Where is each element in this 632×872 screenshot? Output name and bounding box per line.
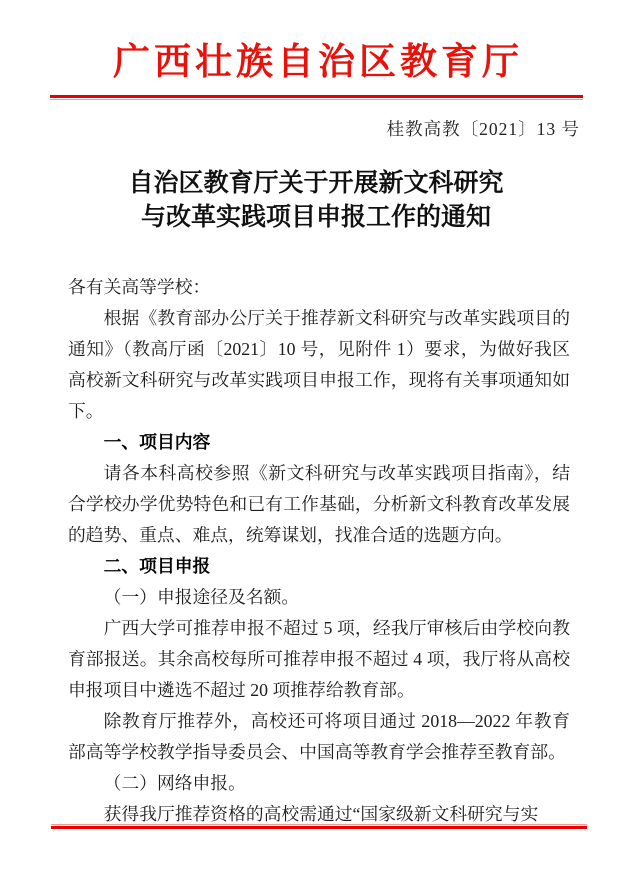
paragraph-basis: 根据《教育部办公厅关于推荐新文科研究与改革实践项目的通知》（教高厅函〔2021〕10 号，见附件 1）要求，为做好我区高校新文科研究与改革实践项目申报工作，现将有关事项通知如下。 (68, 308, 570, 421)
section-heading-1-project-content: 一、项目内容 (103, 432, 211, 452)
paragraph-quota-details: 广西大学可推荐申报不超过 5 项，经我厅审核后由学校向教育部报送。其余高校每所可推荐申报不超过 4 项，我厅将从高校申报项目中遴选不超过 20 项推荐给教育部。 (68, 618, 570, 700)
notice-title (0, 167, 632, 235)
footer-divider-thin-rule (51, 824, 587, 825)
document-number: 桂教高教〔2021〕13 号 (386, 119, 580, 139)
paragraph-subheading-online-application: （二）网络申报。 (103, 773, 246, 793)
section-heading-2-project-application: 二、项目申报 (103, 556, 211, 576)
paragraph-other-recommendation-channels: 除教育厅推荐外，高校还可将项目通过 2018—2022 年教育部高等学校教学指导委员会、中国高等教育学会推荐至教育部。 (68, 711, 570, 762)
agency-letterhead-title: 广西壮族自治区教育厅 (113, 42, 523, 83)
footer-divider-thick-rule (51, 826, 587, 829)
header-divider-line (50, 95, 583, 100)
paragraph-online-application-truncated: 获得我厅推荐资格的高校需通过“国家级新文科研究与实 (103, 804, 539, 824)
notice-title-line2: 与改革实践项目申报工作的通知 (140, 204, 491, 231)
paragraph-project-content: 请各本科高校参照《新文科研究与改革实践项目指南》，结合学校办学优势特色和已有工作基础，分析新文科教育改革发展的趋势、重点、难点，统筹谋划，找准合适的选题方向。 (68, 463, 570, 545)
header-divider-thick-rule (50, 95, 583, 98)
salutation: 各有关高等学校： (68, 277, 211, 297)
footer-divider-line (51, 824, 587, 829)
notice-title-line1: 自治区教育厅关于开展新文科研究 (128, 170, 504, 197)
document-body (68, 272, 570, 830)
paragraph-subheading-quota: （一）申报途径及名额。 (103, 587, 300, 607)
header-divider-thin-rule (50, 99, 583, 100)
